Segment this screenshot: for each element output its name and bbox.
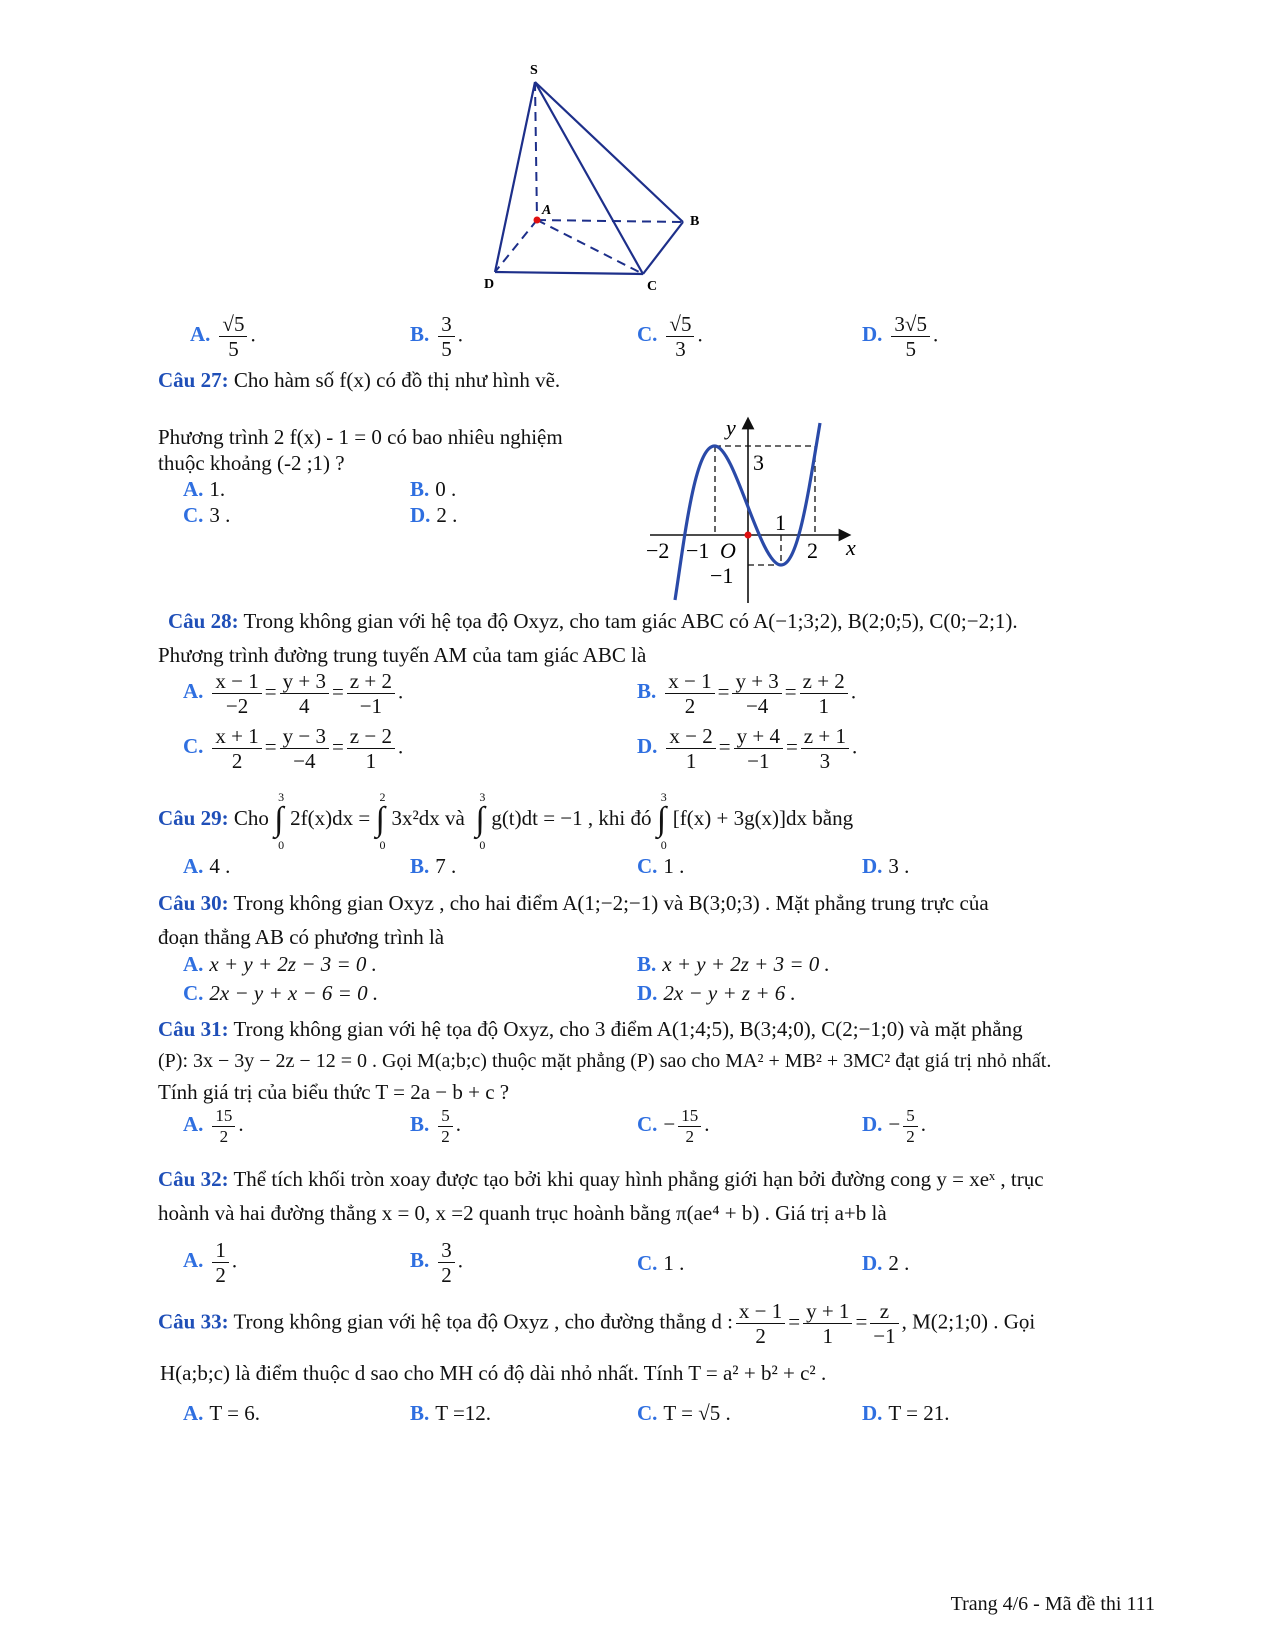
q32-option-d[interactable]: D. 2 .	[862, 1251, 910, 1275]
label-c: C	[647, 279, 658, 294]
q28-stem2: Phương trình đường trung tuyến AM của tam giác ABC là	[158, 643, 647, 667]
q33-option-b[interactable]: B. T =12.	[410, 1401, 492, 1425]
q26-option-c[interactable]: C. $\frac{√5}{3}$ .	[637, 312, 703, 362]
q32-option-b[interactable]: B. $\frac{3}{2}$ .	[410, 1238, 464, 1288]
q27-option-b[interactable]: B. 0 .	[410, 477, 457, 501]
q29-stem: Câu 29: Cho ∫ 3 0 2f(x)dx = ∫ 2 0 3x²dx và ∫ 3 0 g(t)dt = −1 , khi đó ∫ 3 0 [f(x) + 3g(x)]dx bằng	[158, 790, 854, 852]
q30-option-b[interactable]: B. x + y + 2z + 3 = 0 .	[637, 952, 830, 976]
label-d: D	[484, 277, 495, 292]
q26-option-b[interactable]: B. $\frac{3}{5}$ .	[410, 312, 464, 362]
q27-text2: thuộc khoảng (-2 ;1) ?	[158, 451, 345, 475]
q26-option-a[interactable]: A. $\frac{√5}{5}$ .	[190, 312, 256, 362]
q33-option-d[interactable]: D. T = 21.	[862, 1401, 950, 1425]
q31-option-c[interactable]: C. − $\frac{15}{2}$ .	[637, 1106, 710, 1146]
label-b: B	[690, 214, 700, 229]
label-1: 1	[775, 510, 786, 535]
q31-option-a[interactable]: A. $\frac{15}{2}$ .	[183, 1106, 244, 1146]
pyramid-figure	[470, 60, 730, 300]
q31-option-b[interactable]: B. $\frac{5}{2}$ .	[410, 1106, 462, 1146]
q29-option-a[interactable]: A. 4 .	[183, 854, 231, 878]
q28-option-d[interactable]: D. $\frac{x - 2}{1}$ = $\frac{y + 4}{-1}$ = $\frac{z + 1}{3}$ .	[637, 724, 858, 774]
label-minus-1-y: −1	[710, 563, 734, 588]
q32-option-a[interactable]: A. $\frac{1}{2}$ .	[183, 1238, 238, 1288]
q33-option-a[interactable]: A. T = 6.	[183, 1401, 260, 1425]
q30-option-d[interactable]: D. 2x − y + z + 6 .	[637, 981, 796, 1005]
q31-stem2: (P): 3x − 3y − 2z − 12 = 0 . Gọi M(a;b;c) thuộc mặt phẳng (P) sao cho MA² + MB² + 3MC² đạt giá trị nhỏ nhất.	[158, 1050, 1052, 1072]
q28-stem: Câu 28: Trong không gian với hệ tọa độ Oxyz, cho tam giác ABC có A(−1;3;2), B(2;0;5), C(0;−2;1).	[168, 609, 1018, 633]
q27-option-a[interactable]: A. 1.	[183, 477, 226, 501]
q26-option-d[interactable]: D. $\frac{3√5}{5}$ .	[862, 312, 939, 362]
label-2: 2	[807, 538, 818, 563]
q27-option-c[interactable]: C. 3 .	[183, 503, 231, 527]
label-a: A	[542, 203, 552, 218]
q27-text1: Phương trình 2 f(x) - 1 = 0 có bao nhiêu nghiệm	[158, 425, 563, 449]
q31-option-d[interactable]: D. − $\frac{5}{2}$ .	[862, 1106, 927, 1146]
q30-option-c[interactable]: C. 2x − y + x − 6 = 0 .	[183, 981, 379, 1005]
q32-stem2: hoành và hai đường thẳng x = 0, x =2 quanh trục hoành bằng π(ae⁴ + b) . Giá trị a+b là	[158, 1201, 887, 1225]
q27-stem: Câu 27: Cho hàm số f(x) có đồ thị như hình vẽ.	[158, 368, 561, 392]
q33-option-c[interactable]: C. T = √5 .	[637, 1401, 731, 1425]
q28-option-a[interactable]: A. $\frac{x - 1}{-2}$ = $\frac{y + 3}{4}$ = $\frac{z + 2}{-1}$ .	[183, 669, 404, 719]
q27-option-d[interactable]: D. 2 .	[410, 503, 458, 527]
label-minus-1: −1	[686, 538, 710, 563]
q30-option-a[interactable]: A. x + y + 2z − 3 = 0 .	[183, 952, 377, 976]
label-origin: O	[720, 538, 736, 563]
y-axis-label: y	[726, 415, 736, 440]
q29-option-b[interactable]: B. 7 .	[410, 854, 457, 878]
q32-option-c[interactable]: C. 1 .	[637, 1251, 685, 1275]
q29-option-d[interactable]: D. 3 .	[862, 854, 910, 878]
label-3: 3	[753, 450, 764, 475]
function-graph	[640, 415, 870, 605]
q30-stem2: đoạn thẳng AB có phương trình là	[158, 925, 445, 949]
q28-option-b[interactable]: B. $\frac{x - 1}{2}$ = $\frac{y + 3}{-4}$ = $\frac{z + 2}{1}$ .	[637, 669, 857, 719]
q32-stem: Câu 32: Thể tích khối tròn xoay được tạo bởi khi quay hình phẳng giới hạn bởi đường cong y = xeˣ , trục	[158, 1167, 1044, 1191]
q31-stem3: Tính giá trị của biểu thức T = 2a − b + c ?	[158, 1080, 510, 1104]
page-footer: Trang 4/6 - Mã đề thi 111	[950, 1593, 1155, 1615]
q29-option-c[interactable]: C. 1 .	[637, 854, 685, 878]
x-axis-label: x	[846, 535, 856, 560]
q33-stem: Câu 33: Trong không gian với hệ tọa độ Oxyz , cho đường thẳng d : $\frac{x - 1}{2}$ = $\frac{y + 1}{1}$ = $\frac{z}{-1}$ , M(2;1;0) . Gọi	[158, 1299, 1036, 1349]
label-s: S	[530, 63, 538, 78]
q31-stem: Câu 31: Trong không gian với hệ tọa độ Oxyz, cho 3 điểm A(1;4;5), B(3;4;0), C(2;−1;0) và mặt phẳng	[158, 1017, 1023, 1041]
label-minus-2: −2	[646, 538, 670, 563]
q33-stem2: H(a;b;c) là điểm thuộc d sao cho MH có độ dài nhỏ nhất. Tính T = a² + b² + c² .	[160, 1361, 827, 1385]
q28-option-c[interactable]: C. $\frac{x + 1}{2}$ = $\frac{y - 3}{-4}$ = $\frac{z - 2}{1}$ .	[183, 724, 404, 774]
q30-stem: Câu 30: Trong không gian Oxyz , cho hai điểm A(1;−2;−1) và B(3;0;3) . Mặt phẳng trung trực của	[158, 891, 989, 915]
